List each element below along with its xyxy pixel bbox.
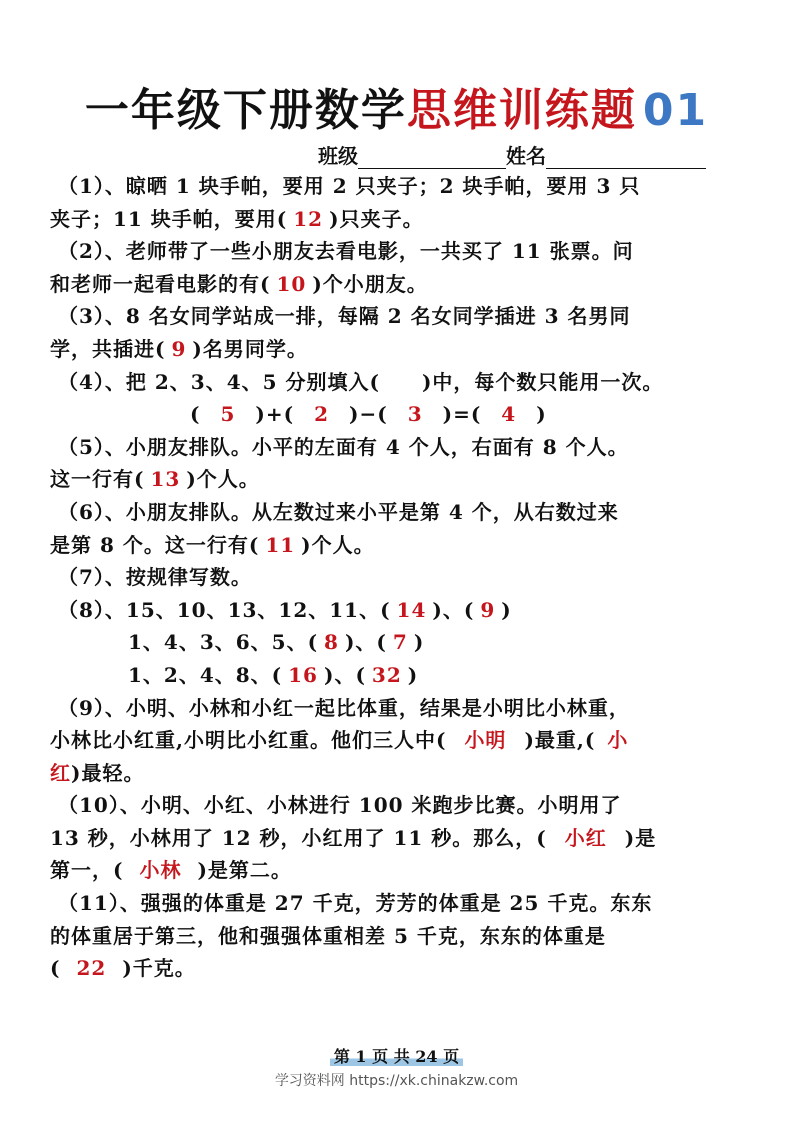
class-blank[interactable] [358, 148, 506, 169]
question-1-line-1: （1）、晾晒 1 块手帕，要用 2 只夹子；2 块手帕，要用 3 只 [58, 174, 641, 198]
q8-answer-5: 16 [288, 662, 318, 687]
q9-answer-2-part-1: 小 [607, 728, 629, 753]
question-5-line-1: （5）、小朋友排队。小平的左面有 4 个人，右面有 8 个人。 [58, 434, 629, 459]
source-watermark: 学习资料网 https://xk.chinakzw.com [274, 1073, 519, 1089]
title-part-topic: 思维训练题 [406, 85, 637, 136]
eq-paren-2: )−( [349, 402, 388, 427]
question-4-equation [50, 398, 750, 431]
q8-answer-3: 8 [324, 630, 339, 655]
page-number-text: 第 1 页 共 24 页 [330, 1047, 463, 1066]
q8-seq2-mid: )、( [344, 630, 387, 655]
question-9-line-3 [50, 757, 750, 790]
q9-answer-2-part-2: 红 [50, 760, 71, 785]
question-3-line-1: （3）、8 名女同学站成一排，每隔 2 名女同学插进 3 名男同 [58, 304, 631, 329]
q9-text-a: 小林比小红重,小明比小红重。他们三人中( [50, 728, 447, 753]
q9-text-c: )最轻。 [71, 760, 145, 785]
title-part-number: 01 [642, 85, 709, 136]
name-blank[interactable] [546, 148, 706, 169]
q5-answer: 13 [150, 467, 181, 492]
question-1-line-2 [50, 203, 750, 236]
name-label: 姓名 [506, 144, 546, 168]
question-7-line-1: （7）、按规律写数。 [58, 565, 252, 590]
question-2-line-2 [50, 268, 750, 301]
q8-answer-6: 32 [371, 662, 402, 687]
q3-text-b: )名男同学。 [192, 336, 308, 361]
q10-text-d: )是第二。 [197, 858, 292, 883]
q2-answer: 10 [276, 271, 307, 296]
q2-text-b: )个小朋友。 [312, 271, 428, 296]
q10-text-c: 第一，( [50, 858, 124, 883]
q8-seq3-mid: )、( [323, 662, 366, 687]
question-10-line-3 [50, 854, 750, 887]
question-8-sequence-1 [50, 594, 750, 627]
q9-text-b: )最重,( [524, 728, 596, 753]
q8-seq1-text: （8）、15、10、13、12、11、( [58, 597, 391, 622]
q1-answer: 12 [293, 206, 324, 231]
q8-seq1-mid: )、( [432, 597, 475, 622]
q5-text-b: )个人。 [186, 467, 260, 492]
q3-text-a: 学，共插进( [50, 336, 166, 361]
question-6-line-2 [50, 529, 750, 562]
question-5-line-2 [50, 463, 750, 496]
q3-answer: 9 [171, 336, 187, 361]
q11-text-a: ( [50, 956, 61, 981]
q6-text-b: )个人。 [301, 532, 375, 557]
q4-answer-3: 3 [407, 402, 423, 427]
q1-text-b: )只夹子。 [329, 206, 424, 231]
student-info-line [318, 140, 706, 169]
question-2-line-1: （2）、老师带了一些小朋友去看电影，一共买了 11 张票。问 [58, 239, 634, 264]
q11-answer: 22 [76, 956, 107, 981]
title-part-grade: 一年级下册数学 [84, 85, 407, 136]
worksheet-title [0, 74, 793, 138]
question-9-line-2 [50, 724, 750, 757]
q10-text-b: )是 [624, 825, 657, 850]
question-10-line-2 [50, 822, 750, 855]
question-11-line-1: （11）、强强的体重是 27 千克，芳芳的体重是 25 千克。东东 [58, 891, 653, 916]
question-3-line-2 [50, 333, 750, 366]
q4-answer-4: 4 [501, 402, 517, 427]
q4-answer-1: 5 [220, 402, 236, 427]
q10-text-a: 13 秒，小林用了 12 秒，小红用了 11 秒。那么，( [50, 825, 547, 850]
q8-answer-4: 7 [392, 630, 408, 655]
q8-seq1-end: ) [501, 597, 512, 622]
q5-text-a: 这一行有( [50, 467, 145, 492]
questions [50, 170, 750, 985]
eq-paren-0: ( [190, 402, 201, 427]
page-number [0, 1044, 793, 1067]
question-8-sequence-3 [50, 659, 750, 692]
eq-paren-1: )+( [255, 402, 295, 427]
q8-seq3-text: 1、2、4、8、( [128, 662, 283, 687]
class-label: 班级 [318, 144, 358, 168]
eq-paren-3: )=( [442, 402, 482, 427]
question-4-line-1: （4）、把 2、3、4、5 分别填入( )中，每个数只能用一次。 [58, 369, 664, 394]
question-9-line-1: （9）、小明、小林和小红一起比体重，结果是小明比小林重， [58, 695, 630, 720]
q9-answer-1: 小明 [464, 728, 507, 753]
eq-paren-4: ) [536, 402, 547, 427]
question-11-line-2: 的体重居于第三，他和强强体重相差 5 千克，东东的体重是 [50, 923, 606, 948]
q6-text-a: 是第 8 个。这一行有( [50, 532, 260, 557]
q10-answer-2: 小林 [139, 858, 182, 883]
question-6-line-1: （6）、小朋友排队。从左数过来小平是第 4 个，从右数过来 [58, 499, 619, 524]
question-10-line-1: （10）、小明、小红、小林进行 100 米跑步比赛。小明用了 [58, 793, 622, 818]
q8-seq2-end: ) [413, 630, 425, 655]
q8-answer-1: 14 [396, 597, 427, 622]
q11-text-b: )千克。 [122, 956, 196, 981]
q1-text-a: 夹子；11 块手帕，要用( [50, 206, 288, 231]
q8-seq2-text: 1、4、3、6、5、( [128, 630, 319, 655]
q4-answer-2: 2 [314, 402, 329, 427]
q8-seq3-end: ) [407, 662, 419, 687]
q10-answer-1: 小红 [564, 825, 607, 850]
q2-text-a: 和老师一起看电影的有( [50, 271, 271, 296]
question-8-sequence-2 [50, 626, 750, 659]
question-11-line-3 [50, 952, 750, 985]
q8-answer-2: 9 [480, 597, 496, 622]
q6-answer: 11 [265, 532, 296, 557]
